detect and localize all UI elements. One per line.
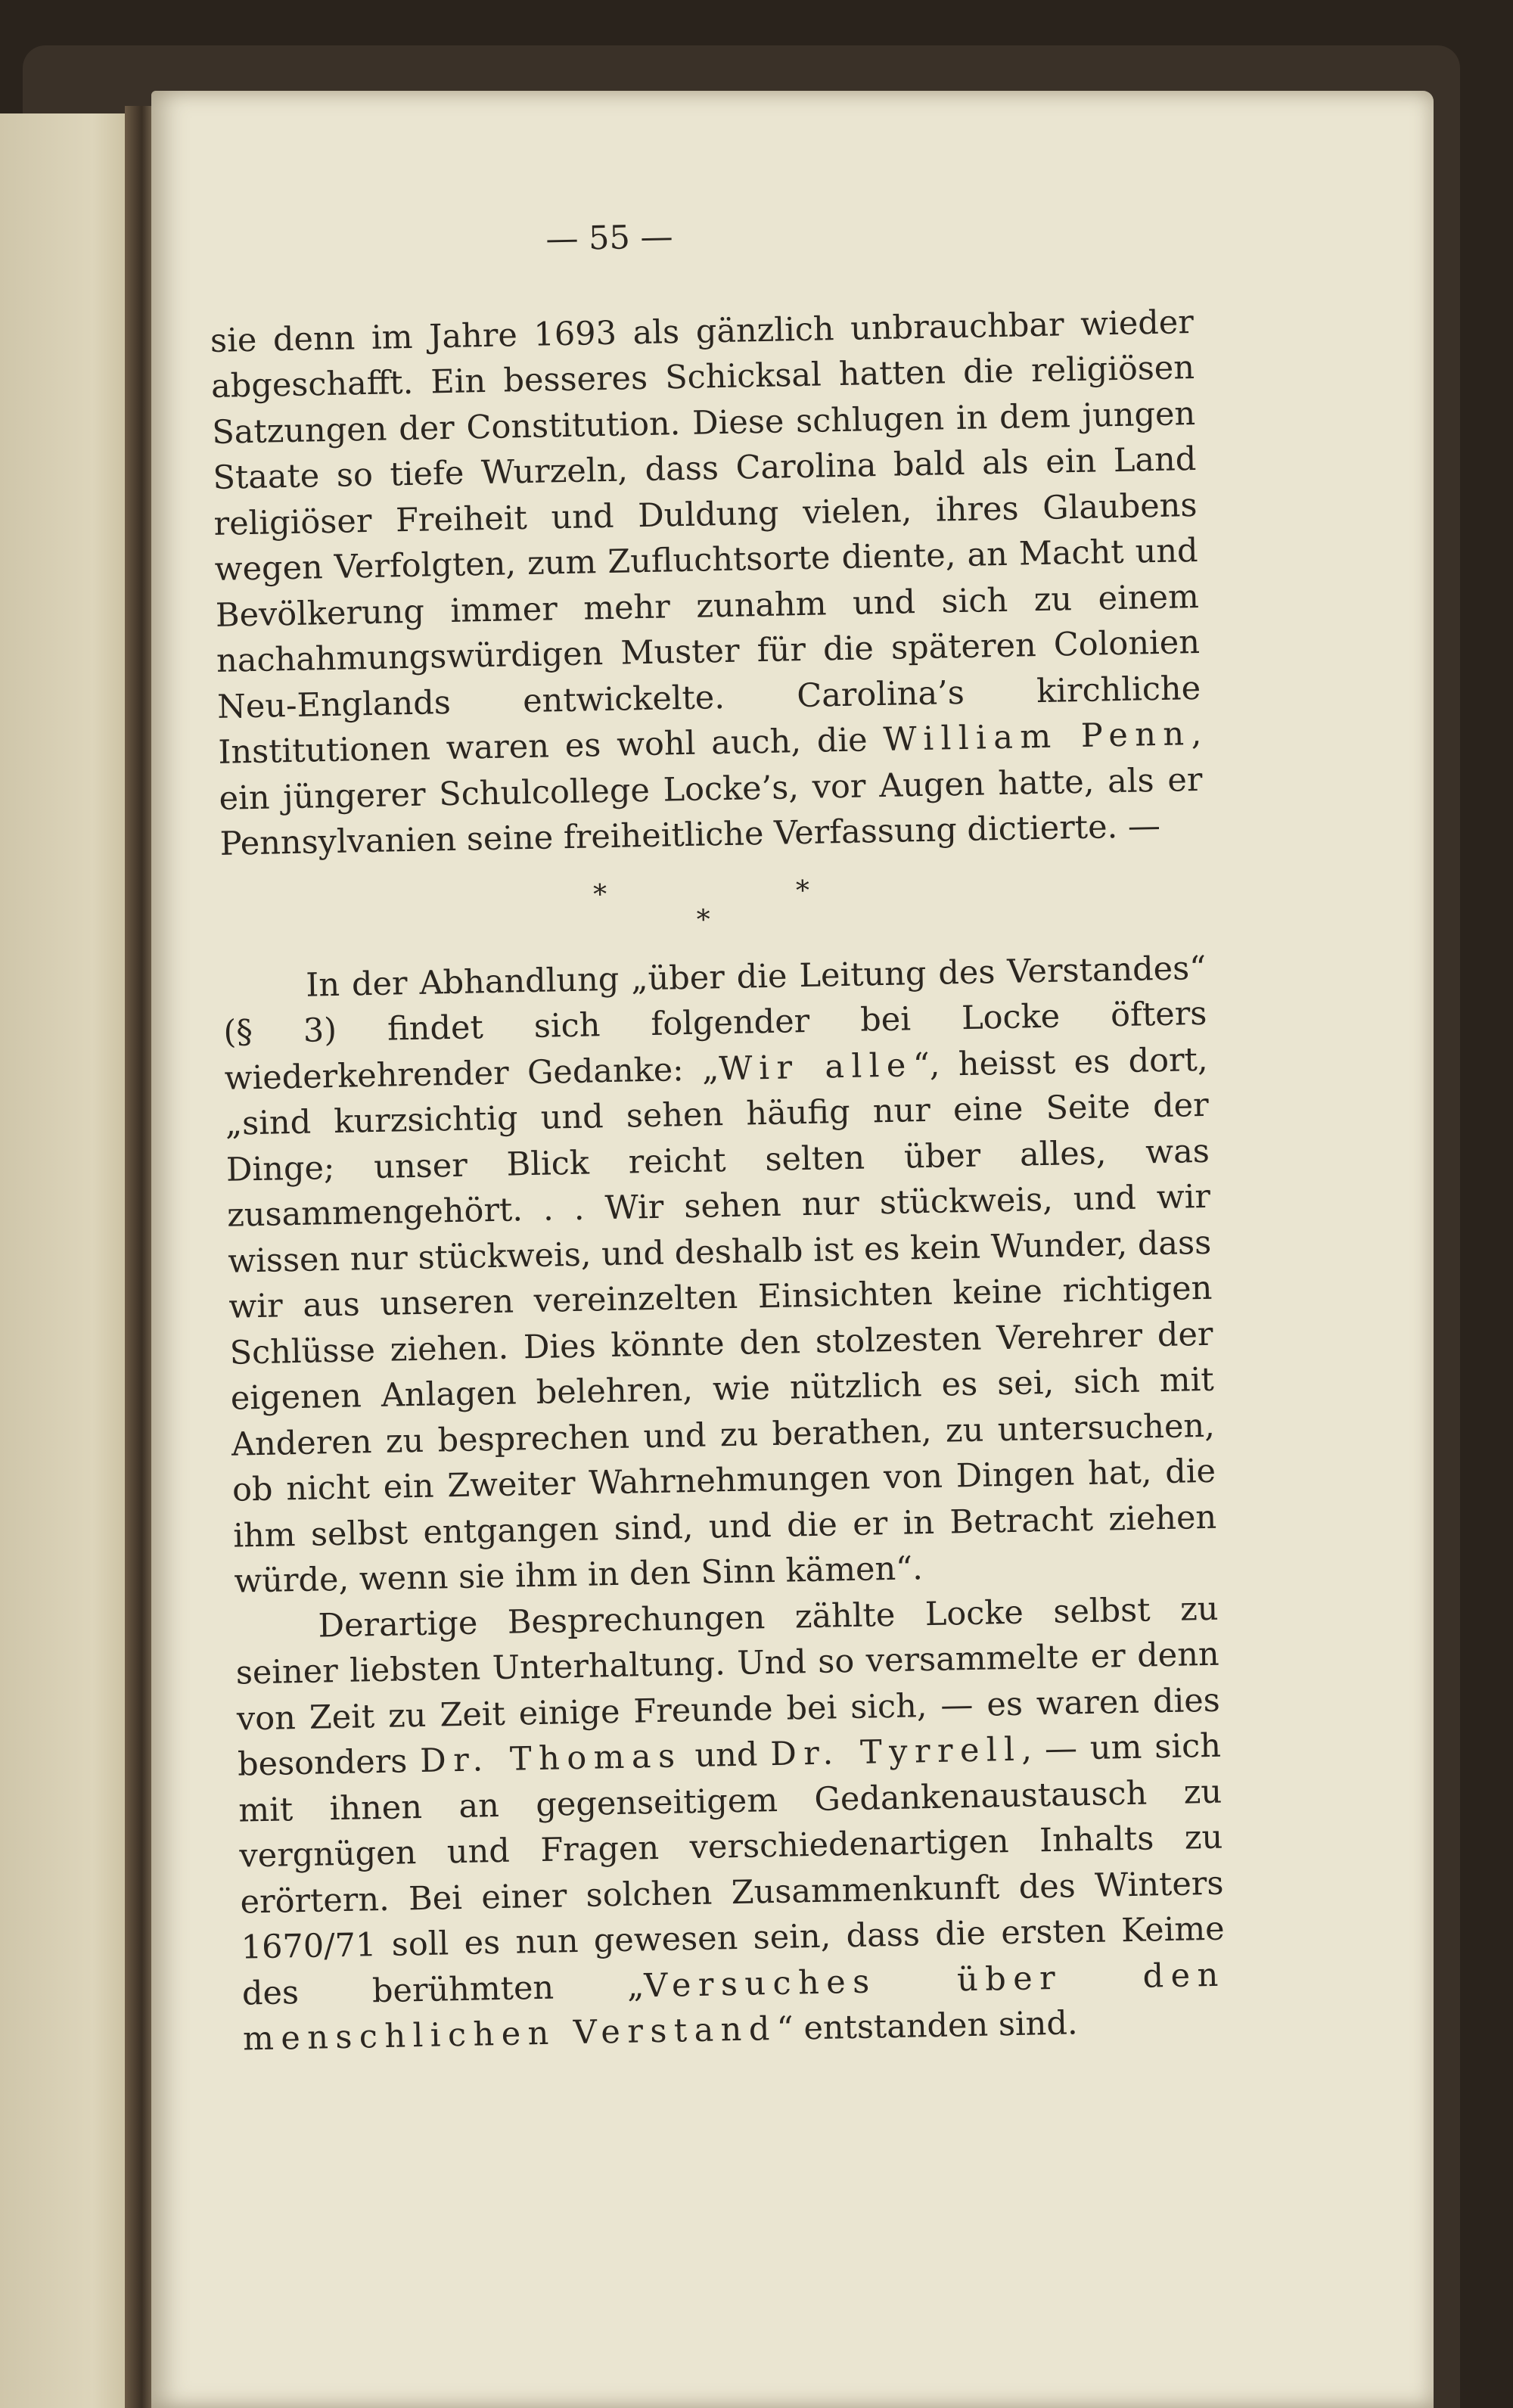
page-text [208,204,1226,2062]
text-run: Derartige Besprechungen zählte Locke selbst zu seiner liebsten Unterhaltung. Und so versammelte er denn von Zeit zu Zeit einige Freunde bei sich, — es waren dies besonders [235,1589,1221,1784]
asterisk: * [795,875,810,906]
spaced-quote-wir-alle: Wir alle [718,1046,914,1088]
text-run: , ein jüngerer Schulcollege Locke’s, vor Augen hatte, als er Pennsylvanien seine freiheitliche Verfassung dictierte. — [219,714,1203,863]
text-run: In der Abhandlung „über die Leitung des Verstandes“ (§ 3) findet sich folgender bei Locke öfters wiederkehrender Gedanke: „ [223,949,1207,1098]
text-run: “, heisst es dort, „sind kurzsichtig und sehen häufig nur eine Seite der Dinge; unser Blick reicht selten über alles, was zusammengehört. . . Wir sehen nur stückweis, und wir wissen nur stückweis, und deshalb ist es kein Wunder, dass wir aus unseren vereinzelten Einsichten keine richtigen Schlüsse ziehen. Dies könnte den stolzesten Verehrer der eigenen Anlagen belehren, wie nützlich es sei, sich mit Anderen zu besprechen und zu berathen, zu untersuchen, ob nicht ein Zweiter Wahrnehmungen von Dingen hat, die ihm selbst entgangen sind, und die er in Betracht ziehen würde, wenn sie ihm in den Sinn kämen“. [225,1040,1217,1601]
spaced-name-william-penn: William Penn [883,715,1192,759]
paragraph-1 [210,300,1204,868]
left-page-edge [0,113,132,2408]
spaced-name-dr-thomas: Dr. Thomas [419,1737,682,1780]
paragraph-3 [235,1586,1226,2062]
asterisk: * [696,903,711,936]
text-run: und [682,1735,771,1776]
text-run: sie denn im Jahre 1693 als gänzlich unbrauchbar wieder abgeschafft. Ein besseres Schicksal hatten die religiösen Satzungen der Constitution. Diese schlugen in dem jungen Staate so tiefe Wurzeln, dass Carolina bald als ein Land religiöser Freiheit und Duldung vielen, ihres Glaubens wegen Verfolgten, zum Zufluchtsorte diente, an Macht und Bevölkerung immer mehr zunahm und sich zu einem nachahmungswürdigen Muster für die späteren Colonien Neu-Englands entwickelte. Carolina’s kirchliche Institutionen waren es wohl auch, die [210,303,1201,772]
spaced-title-versuches: Versuches über den menschlichen Verstand [242,1956,1226,2058]
spaced-name-dr-tyrrell: Dr. Tyrrell [769,1730,1022,1774]
text-run: , — um sich mit ihnen an gegenseitigem Gedankenaustausch zu vergnügen und Fragen verschiedenartigen Inhalts zu erörtern. Bei einer solchen Zusammenkunft des Winters 1670/71 soll es nun gewesen sein, dass die ersten Keime des berühmten „ [238,1726,1226,2013]
text-run: “ entstanden sind. [776,2004,1078,2049]
section-separator [220,850,1205,958]
paragraph-2 [222,945,1218,1605]
page-number: — 55 — [545,218,673,259]
asterisk: * [592,878,607,910]
